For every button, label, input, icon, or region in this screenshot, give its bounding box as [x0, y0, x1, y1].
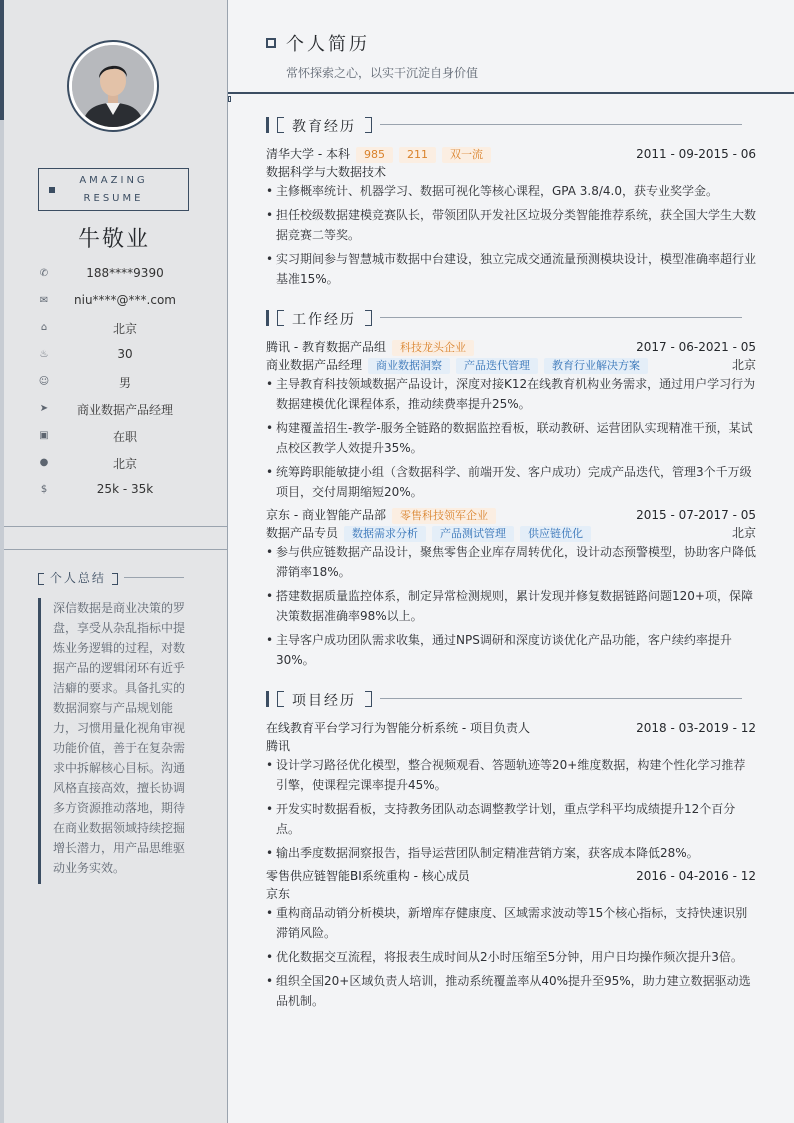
- summary-title: 个人总结: [49, 571, 106, 585]
- project-org: 京东: [266, 887, 291, 901]
- tag: 商业数据洞察: [368, 358, 450, 374]
- info-salary: [38, 482, 188, 502]
- info-email: [38, 293, 188, 313]
- mail-icon: ✉: [39, 295, 49, 306]
- section-line: [380, 124, 742, 125]
- title-square-icon: [266, 38, 276, 48]
- role-title: 数据产品专员: [266, 526, 339, 540]
- section-bar: [266, 691, 269, 707]
- tag: 教育行业解决方案: [544, 358, 648, 374]
- project-name: 在线教育平台学习行为智能分析系统 - 项目负责人: [266, 721, 530, 735]
- tag: 985: [356, 147, 393, 163]
- avatar: [67, 40, 159, 132]
- badge-square-icon: [49, 187, 55, 193]
- list-item: • 搭建数据质量监控体系，制定异常检测规则，累计发现并修复数据链路问题120+项，保障决策数据准确率98%以上。: [266, 586, 756, 626]
- list-item: • 优化数据交互流程，将报表生成时间从2小时压缩至5分钟，用户日均操作频次提升3倍。: [266, 947, 756, 967]
- send-icon: ➤: [39, 403, 49, 414]
- phone-icon: ✆: [39, 268, 49, 279]
- person-photo-icon: [72, 45, 154, 127]
- period: 2018 - 03-2019 - 12: [636, 721, 756, 735]
- info-status: [38, 428, 188, 448]
- section-title: 教育经历: [292, 119, 356, 135]
- tag: 数据需求分析: [344, 526, 426, 542]
- summary-text: 深信数据是商业决策的罗盘，享受从杂乱指标中提炼业务逻辑的过程，对数据产品的逻辑闭环有近乎洁癖的要求。具备扎实的数据洞察与产品规划能力，习惯用量化视角审视功能价值，善于在复杂需求中拆解核心目标。沟通风格直接高效，擅长协调多方资源推动落地，期待在商业数据领域持续挖掘增长潜力，用产品思维驱动业务实效。: [38, 598, 186, 884]
- period: 2017 - 06-2021 - 05: [636, 340, 756, 354]
- page-subtitle: 常怀探索之心，以实干沉淀自身价值: [286, 66, 479, 80]
- info-gender: [38, 374, 188, 394]
- header-rule: [228, 92, 794, 94]
- badge-line-1: AMAZING: [79, 175, 148, 186]
- info-value: 25k - 35k: [96, 482, 154, 496]
- section-line: [380, 317, 742, 318]
- sidebar-stripe-accent: [0, 0, 4, 120]
- company-name: 京东 - 商业智能产品部: [266, 508, 386, 522]
- role-title: 商业数据产品经理: [266, 358, 363, 372]
- list-item: • 担任校级数据建模竞赛队长，带领团队开发社区垃圾分类智能推荐系统，获全国大学生大数据竞赛二等奖。: [266, 205, 756, 245]
- candidate-name: 牛敬业: [77, 227, 150, 252]
- major: 数据科学与大数据技术: [266, 165, 387, 179]
- avatar-photo: [72, 45, 154, 127]
- list-item: • 主导教育科技领域数据产品设计，深度对接K12在线教育机构业务需求，通过用户学习行为数据建模优化课程体系，推动续费率提升25%。: [266, 374, 756, 414]
- section-title: 工作经历: [292, 312, 356, 328]
- list-item: • 实习期间参与智慧城市数据中台建设，独立完成交通流量预测模块设计，模型准确率超行业基准15%。: [266, 249, 756, 289]
- list-item: • 主导客户成功团队需求收集，通过NPS调研和深度访谈优化产品功能，客户续约率提升30%。: [266, 630, 756, 670]
- tag: 供应链优化: [520, 526, 591, 542]
- bracket-left-icon: [38, 573, 44, 585]
- money-icon: $: [40, 484, 48, 495]
- project-2-header: [266, 867, 756, 885]
- company-name: 腾讯 - 教育数据产品组: [266, 340, 386, 354]
- tag: 产品迭代管理: [456, 358, 538, 374]
- list-item: • 组织全国20+区域负责人培训，推动系统覆盖率从40%提升至95%，助力建立数据驱动选品机制。: [266, 971, 756, 1011]
- info-value: 在职: [112, 430, 137, 444]
- info-value: 男: [118, 376, 131, 390]
- page-title: 个人简历: [286, 34, 370, 55]
- briefcase-icon: ▣: [39, 430, 49, 441]
- divider: [4, 549, 227, 550]
- bracket-right-icon: [112, 573, 118, 585]
- info-hometown: [38, 320, 188, 340]
- home-icon: ⌂: [40, 322, 48, 333]
- header-tick: [228, 96, 231, 102]
- city: 北京: [731, 526, 756, 540]
- tag: 产品测试管理: [432, 526, 514, 542]
- work-2-role: [266, 524, 756, 542]
- bracket-right-icon: [365, 117, 372, 133]
- info-value: 商业数据产品经理: [76, 403, 173, 417]
- sidebar: [0, 0, 228, 1123]
- info-value: niu****@***.com: [74, 293, 176, 307]
- cake-icon: ♨: [39, 349, 49, 360]
- work-2-header: [266, 506, 756, 524]
- info-phone: [38, 266, 188, 286]
- bracket-left-icon: [277, 117, 284, 133]
- amazing-resume-badge: [38, 168, 189, 211]
- summary-heading: [38, 569, 118, 586]
- bracket-right-icon: [365, 691, 372, 707]
- info-value: 北京: [112, 457, 137, 471]
- project-1-header: [266, 719, 756, 737]
- sidebar-stripe: [0, 0, 4, 1123]
- list-item: • 设计学习路径优化模型，整合视频观看、答题轨迹等20+维度数据，构建个性化学习推荐引擎，使课程完课率提升45%。: [266, 755, 756, 795]
- section-title: 项目经历: [292, 693, 356, 709]
- period: 2016 - 04-2016 - 12: [636, 869, 756, 883]
- tag: 双一流: [442, 147, 491, 163]
- section-heading-education: [266, 116, 756, 136]
- smile-icon: ☺: [38, 376, 50, 387]
- summary-heading-line: [124, 577, 184, 578]
- section-heading-projects: [266, 690, 756, 710]
- tag: 211: [399, 147, 436, 163]
- project-org: 腾讯: [266, 739, 291, 753]
- list-item: • 参与供应链数据产品设计，聚焦零售企业库存周转优化，设计动态预警模型，协助客户降低滞销率18%。: [266, 542, 756, 582]
- section-line: [380, 698, 742, 699]
- section-bar: [266, 117, 269, 133]
- info-value: 188****9390: [86, 266, 164, 280]
- section-heading-work: [266, 309, 756, 329]
- work-1-header: [266, 338, 756, 356]
- section-bar: [266, 310, 269, 326]
- info-age: [38, 347, 188, 367]
- location-icon: ●: [39, 457, 49, 468]
- school-name: 清华大学 - 本科: [266, 147, 350, 161]
- period: 2011 - 09-2015 - 06: [636, 147, 756, 161]
- info-value: 30: [117, 347, 133, 361]
- tag: 零售科技领军企业: [392, 508, 496, 524]
- divider: [4, 526, 227, 527]
- list-item: • 重构商品动销分析模块，新增库存健康度、区域需求波动等15个核心指标，支持快速识别滞销风险。: [266, 903, 756, 943]
- project-name: 零售供应链智能BI系统重构 - 核心成员: [266, 869, 470, 883]
- tag: 科技龙头企业: [392, 340, 474, 356]
- info-value: 北京: [112, 322, 137, 336]
- education-header: [266, 145, 756, 163]
- work-1-role: [266, 356, 756, 374]
- period: 2015 - 07-2017 - 05: [636, 508, 756, 522]
- bracket-right-icon: [365, 310, 372, 326]
- list-item: • 统筹跨职能敏捷小组（含数据科学、前端开发、客户成功）完成产品迭代，管理3个千万级项目，交付周期缩短20%。: [266, 462, 756, 502]
- bracket-left-icon: [277, 310, 284, 326]
- list-item: • 开发实时数据看板，支持教务团队动态调整教学计划，重点学科平均成绩提升12个百分点。: [266, 799, 756, 839]
- badge-line-2: RESUME: [83, 193, 144, 204]
- list-item: • 主修概率统计、机器学习、数据可视化等核心课程，GPA 3.8/4.0，获专业奖学金。: [266, 181, 756, 201]
- city: 北京: [731, 358, 756, 372]
- info-target-role: [38, 401, 188, 421]
- list-item: • 输出季度数据洞察报告，指导运营团队制定精准营销方案，获客成本降低28%。: [266, 843, 756, 863]
- info-location: [38, 455, 188, 475]
- list-item: • 构建覆盖招生-教学-服务全链路的数据监控看板，联动教研、运营团队实现精准干预，某试点校区教学人效提升35%。: [266, 418, 756, 458]
- bracket-left-icon: [277, 691, 284, 707]
